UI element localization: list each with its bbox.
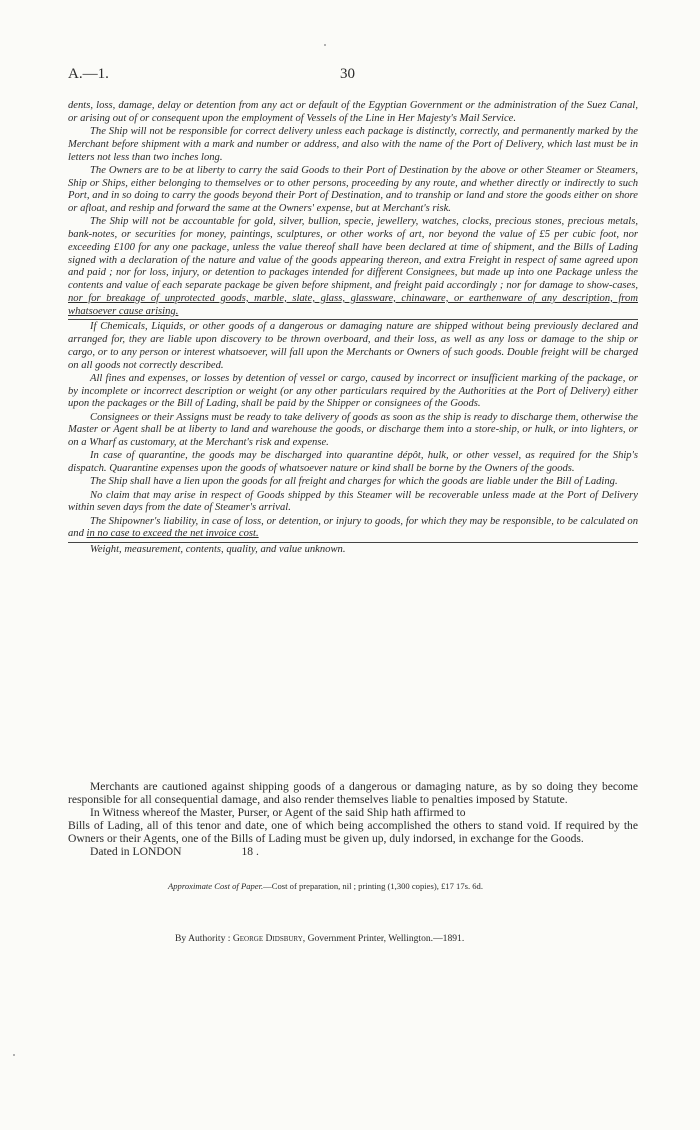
- clause-lien: The Ship shall have a lien upon the goods for all freight and charges for which the goods are liable under the Bill of Lading.: [90, 476, 618, 488]
- clause-quarantine: In case of quarantine, the goods may be discharged into quarantine dépôt, hulk, or other vessel, as required for the Ship's dispatch. Quarantine expenses upon the goods of whatsoever nature or kind shall be borne by the Owners of the goods.: [68, 450, 638, 474]
- clause-valuables-text: The Ship will not be accountable for gold, silver, bullion, specie, jewellery, watches, clocks, precious stones, precious metals, bank-notes, or securities for money, paintings, sculptures, or other works of art, nor beyond the value of £5 per cubic foot, nor exceeding £100 for any one package, unless the value thereof shall have been declared at time of shipment, and the Bills of Lading signed with a declaration of the nature and value of the goods appearing thereon, and extra Freight in respect of same agreed upon and paid ; nor for loss, injury, or detention to packages intended for different Consignees, but made up into one Package unless the contents and value of each separate package be given before shipment, and freight paid accordingly ; nor for damage to show-cases,: [68, 216, 638, 291]
- divider: [68, 542, 638, 543]
- clause-valuables-underlined: nor for breakage of unprotected goods, marble, slate, glass, glassware, chinaware, or earthenware of any description, from whatsoever cause arising.: [68, 292, 638, 317]
- clause-marking: The Ship will not be responsible for correct delivery unless each package is distinctly, correctly, and permanently marked by the Merchant before shipment with a mark and number or address, and also with the name of the Port of Delivery, which last must be in letters not less than two inches long.: [68, 126, 638, 163]
- cost-of-paper: [168, 881, 668, 891]
- clause-continuation: dents, loss, damage, delay or detention from any act or default of the Egyptian Government or the administration of the Suez Canal, or arising out of or consequent upon the employment of Vessels of the Line in Her Majesty's Mail Service.: [68, 100, 638, 124]
- bill-of-lading-clauses: [68, 100, 638, 557]
- page-mark: [324, 44, 326, 46]
- clause-delivery: Consignees or their Assigns must be ready to take delivery of goods as soon as the ship is ready to discharge them, otherwise the Master or Agent shall be at liberty to land and warehouse the goods, or discharge them into a store-ship, or hulk, or into lighters, or on a Wharf as customary, at the Merchant's risk and expense.: [68, 411, 638, 448]
- printer-authority: [175, 933, 655, 944]
- dated-year: 18: [241, 845, 254, 858]
- caution-paragraph: Merchants are cautioned against shipping goods of a dangerous or damaging nature, as by so doing they become responsible for all consequential damage, and also render themselves liable to penalties imposed by Statute.: [68, 780, 638, 806]
- clause-liability: [68, 516, 638, 542]
- clause-liability-underlined: in no case to exceed the net invoice cost.: [86, 528, 259, 540]
- clause-valuables: [68, 216, 638, 318]
- document-reference: A.—1.: [68, 66, 109, 82]
- authority-suffix: , Government Printer, Wellington.—1891.: [302, 933, 465, 944]
- page-header: [68, 66, 638, 86]
- clause-liability-text: The Shipowner's liability, in case of loss, or detention, or injury to goods, for which they may be responsible, to be calculated on and: [68, 515, 638, 540]
- page-mark: [13, 1054, 15, 1056]
- dated-place: Dated in LONDON: [90, 845, 182, 858]
- clause-claims: No claim that may arise in respect of Goods shipped by this Steamer will be recoverable unless made at the Port of Delivery within seven days from the date of Steamer's arrival.: [68, 489, 638, 514]
- cost-text: —Cost of preparation, nil ; printing (1,300 copies), £17 17s. 6d.: [263, 881, 484, 891]
- merchant-notice: [68, 780, 638, 858]
- clause-dangerous-goods: If Chemicals, Liquids, or other goods of a dangerous or damaging nature are shipped without being previously declared and arranged for, they are liable upon discovery to be thrown overboard, and their loss, as well as any loss or damage to the ship or cargo, or to any person or interest whatsoever, will fall upon the Merchants or Owners of such goods. Double freight will be charged on all goods not correctly described.: [68, 321, 638, 371]
- clause-transhipment: The Owners are to be at liberty to carry the said Goods to their Port of Destination by the above or other Steamer or Steamers, Ship or Ships, either belonging to themselves or to other persons, proceeding by any route, and whether directly or indirectly to such Port, and in so doing to carry the goods beyond their Port of Destination, and to tranship or land and store the goods either on shore or afloat, and reship and forward the same at the Owners' expense, but at Merchant's risk.: [68, 164, 638, 214]
- clause-fines: All fines and expenses, or losses by detention of vessel or cargo, caused by incorrect or insufficient marking of the package, or by incomplete or incorrect description or weight (or any other particulars required by the Authorities at the Port of Delivery) either upon the packages or the Bill of Lading, shall be paid by the Shipper or consignees of the Goods.: [68, 372, 638, 410]
- authority-prefix: By Authority :: [175, 933, 231, 944]
- cost-label: Approximate Cost of Paper.: [168, 881, 264, 891]
- page-number: 30: [340, 66, 355, 82]
- printer-name: George Didsbury: [232, 933, 303, 944]
- witness-paragraph: Bills of Lading, all of this tenor and date, one of which being accomplished the others to stand void. If required by the Owners or their Agents, one of the Bills of Lading must be given up, duly indorsed, in exchange for the Goods.: [68, 819, 638, 845]
- witness-line: In Witness whereof the Master, Purser, or Agent of the said Ship hath affirmed to: [90, 806, 466, 819]
- divider: [68, 319, 638, 320]
- dated-line: Dated in LONDON 18 .: [90, 845, 259, 858]
- clause-weight-unknown: Weight, measurement, contents, quality, and value unknown.: [90, 544, 346, 555]
